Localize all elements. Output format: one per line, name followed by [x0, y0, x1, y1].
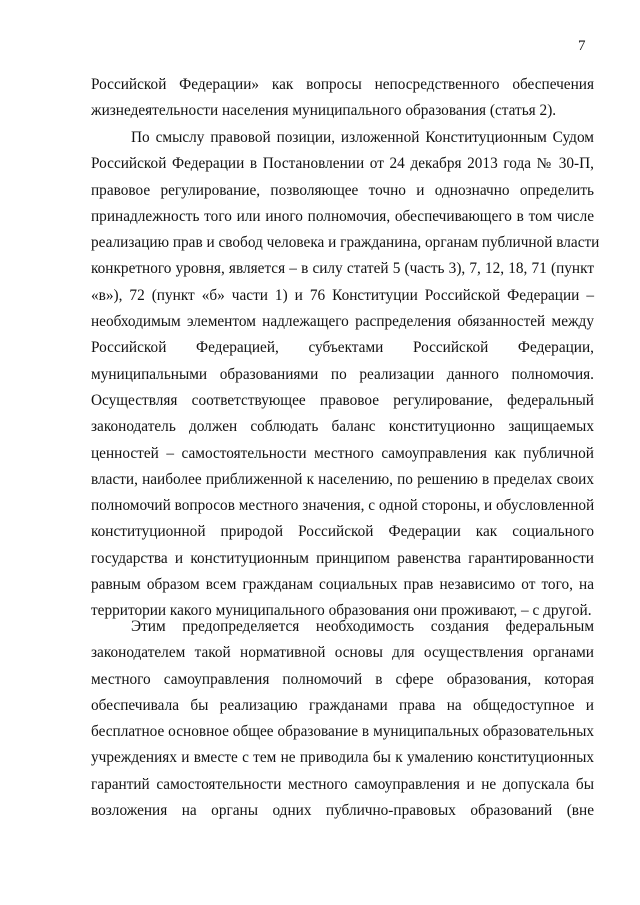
text-line: жизнедеятельности населения муниципального образования (статья 2).: [91, 102, 557, 120]
text-line: Российской Федерации в Постановлении от 24 декабря 2013 года № 30-П,: [91, 155, 594, 173]
text-line: местного самоуправления полномочий в сфере образования, которая: [91, 670, 594, 688]
text-line: обеспечивала бы реализацию гражданами права на общедоступное и: [91, 696, 594, 714]
text-line: законодателем такой нормативной основы для осуществления органами: [91, 644, 594, 662]
text-line: правовое регулирование, позволяющее точно и однозначно определить: [91, 181, 594, 199]
text-line: ценностей – самостоятельности местного самоуправления как публичной: [91, 444, 594, 462]
text-line: территории какого муниципального образования они проживают, – с другой.: [91, 602, 592, 620]
text-line: конкретного уровня, является – в силу статей 5 (часть 3), 7, 12, 18, 71 (пункт: [91, 260, 594, 278]
text-line: законодатель должен соблюдать баланс конституционно защищаемых: [91, 418, 594, 436]
page-number: 7: [578, 38, 586, 54]
text-line: Осуществляя соответствующее правовое регулирование, федеральный: [91, 391, 594, 409]
text-line: Этим предопределяется необходимость создания федеральным: [131, 618, 594, 635]
text-line: государства и конституционным принципом равенства гарантированности: [91, 549, 594, 567]
text-line: бесплатное основное общее образование в муниципальных образовательных: [91, 723, 594, 741]
paragraph-continuation: [91, 72, 594, 125]
text-line: реализацию прав и свобод человека и гражданина, органам публичной власти: [91, 234, 600, 252]
text-line: гарантий самостоятельности местного самоуправления и не допускала бы: [91, 775, 594, 793]
text-line: «в»), 72 (пункт «б» части 1) и 76 Конституции Российской Федерации –: [91, 286, 594, 304]
text-line: муниципальными образованиями по реализации данного полномочия.: [91, 365, 594, 383]
text-line: Российской Федерацией, субъектами Российской Федерации,: [91, 339, 594, 357]
text-line: необходимым элементом надлежащего распределения обязанностей между: [91, 313, 594, 331]
text-line: По смыслу правовой позиции, изложенной Конституционным Судом: [131, 129, 594, 146]
text-line: власти, наиболее приближенной к населению, по решению в пределах своих: [91, 470, 594, 488]
paragraph-legal-position: [91, 125, 600, 625]
text-line: возложения на органы одних публично-правовых образований (вне: [91, 802, 594, 820]
paragraph-predetermination: [91, 614, 594, 824]
text-line: Российской Федерации» как вопросы непосредственного обеспечения: [91, 76, 594, 93]
text-line: равным образом всем гражданам социальных прав независимо от того, на: [91, 576, 594, 594]
text-line: конституционной природой Российской Федерации как социального: [91, 523, 594, 541]
text-line: принадлежность того или иного полномочия, обеспечивающего в том числе: [91, 207, 594, 225]
text-line: учреждениях и вместе с тем не приводила бы к умалению конституционных: [91, 749, 594, 767]
text-line: полномочий вопросов местного значения, с одной стороны, и обусловленной: [91, 497, 595, 515]
